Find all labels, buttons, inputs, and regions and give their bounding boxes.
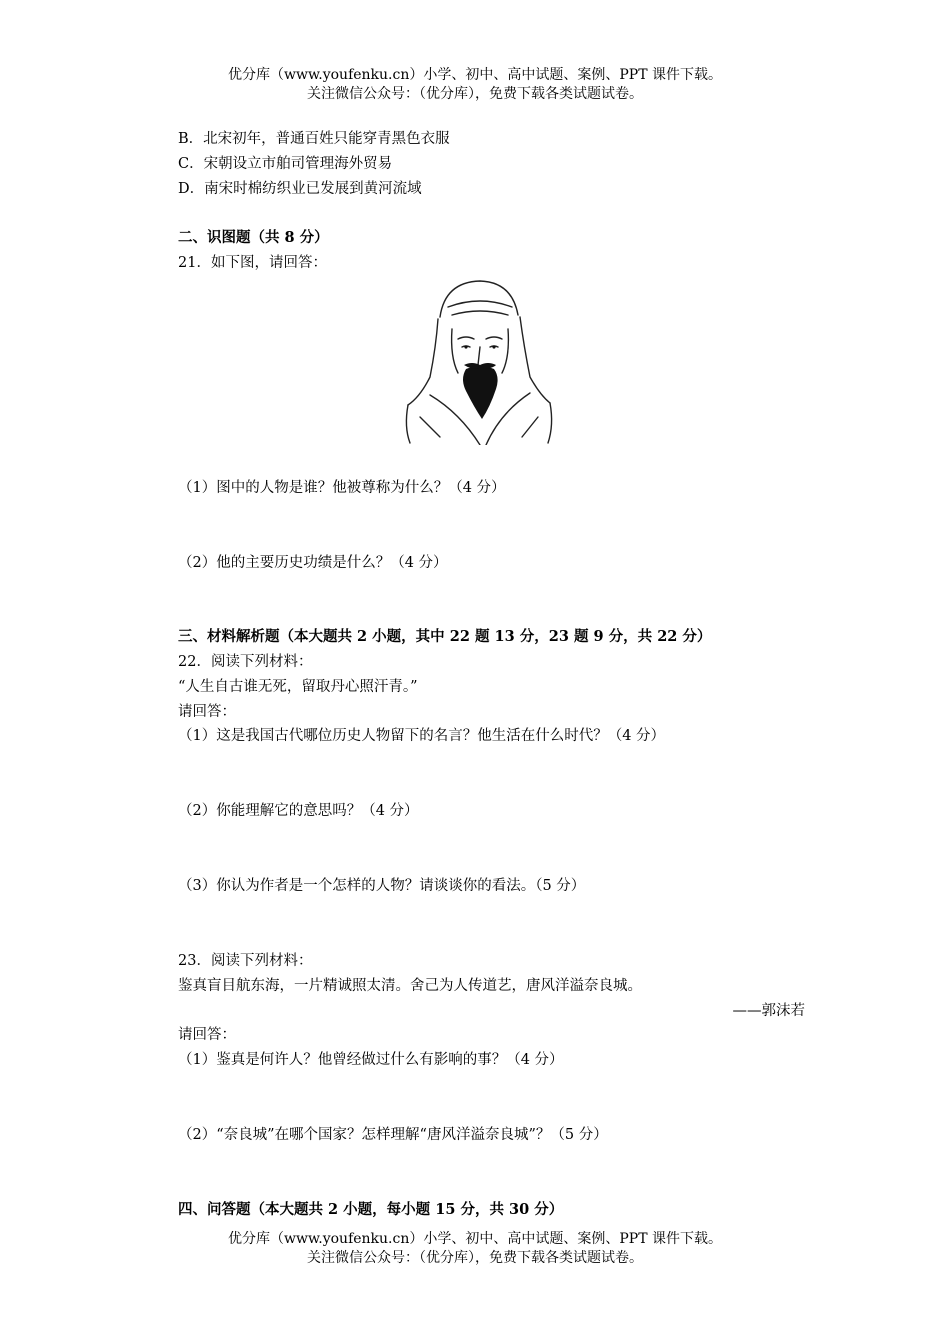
header-line-2: 关注微信公众号：（优分库），免费下载各类试题试卷。 — [307, 86, 643, 102]
section-2-title: 二、识图题（共 8 分） — [178, 229, 329, 246]
section-4-title: 四、问答题（本大题共 2 小题，每小题 15 分，共 30 分） — [178, 1201, 564, 1218]
footer-line-1: 优分库（www.youfenku.cn）小学、初中、高中试题、案例、PPT 课件下载。 — [227, 1231, 722, 1247]
question-22: 22．阅读下列材料： — [178, 654, 313, 670]
portrait-illustration — [400, 277, 555, 445]
question-22-ask: 请回答： — [178, 704, 236, 720]
question-23-ask: 请回答： — [178, 1027, 236, 1043]
question-23-1: （1）鉴真是何许人？他曾经做过什么有影响的事？（4 分） — [178, 1052, 564, 1068]
option-c: C．宋朝设立市舶司管理海外贸易 — [178, 156, 393, 172]
question-23-author: ——郭沫若 — [732, 1003, 805, 1019]
question-22-3: （3）你认为作者是一个怎样的人物？请谈谈你的看法。（5 分） — [178, 878, 586, 894]
question-23-2: （2）“奈良城”在哪个国家？怎样理解“唐风洋溢奈良城”？（5 分） — [178, 1127, 608, 1143]
option-b: B．北宋初年，普通百姓只能穿青黑色衣服 — [178, 131, 450, 147]
section-3-title: 三、材料解析题（本大题共 2 小题，其中 22 题 13 分，23 题 9 分，共 22 分） — [178, 628, 712, 645]
question-21: 21．如下图，请回答： — [178, 255, 327, 271]
question-22-2: （2）你能理解它的意思吗？（4 分） — [178, 803, 419, 819]
question-23: 23．阅读下列材料： — [178, 953, 313, 969]
option-d: D．南宋时棉纺织业已发展到黄河流域 — [178, 181, 422, 197]
question-22-quote: “人生自古谁无死，留取丹心照汗青。” — [178, 679, 418, 695]
footer-line-2: 关注微信公众号：（优分库），免费下载各类试题试卷。 — [307, 1250, 643, 1266]
question-21-2: （2）他的主要历史功绩是什么？（4 分） — [178, 555, 448, 571]
question-22-1: （1）这是我国古代哪位历史人物留下的名言？他生活在什么时代？（4 分） — [178, 728, 666, 744]
header-line-1: 优分库（www.youfenku.cn）小学、初中、高中试题、案例、PPT 课件下载。 — [227, 67, 722, 83]
question-23-quote: 鉴真盲目航东海，一片精诚照太清。舍己为人传道艺，唐风洋溢奈良城。 — [178, 978, 642, 994]
question-21-1: （1）图中的人物是谁？他被尊称为什么？（4 分） — [178, 480, 506, 496]
